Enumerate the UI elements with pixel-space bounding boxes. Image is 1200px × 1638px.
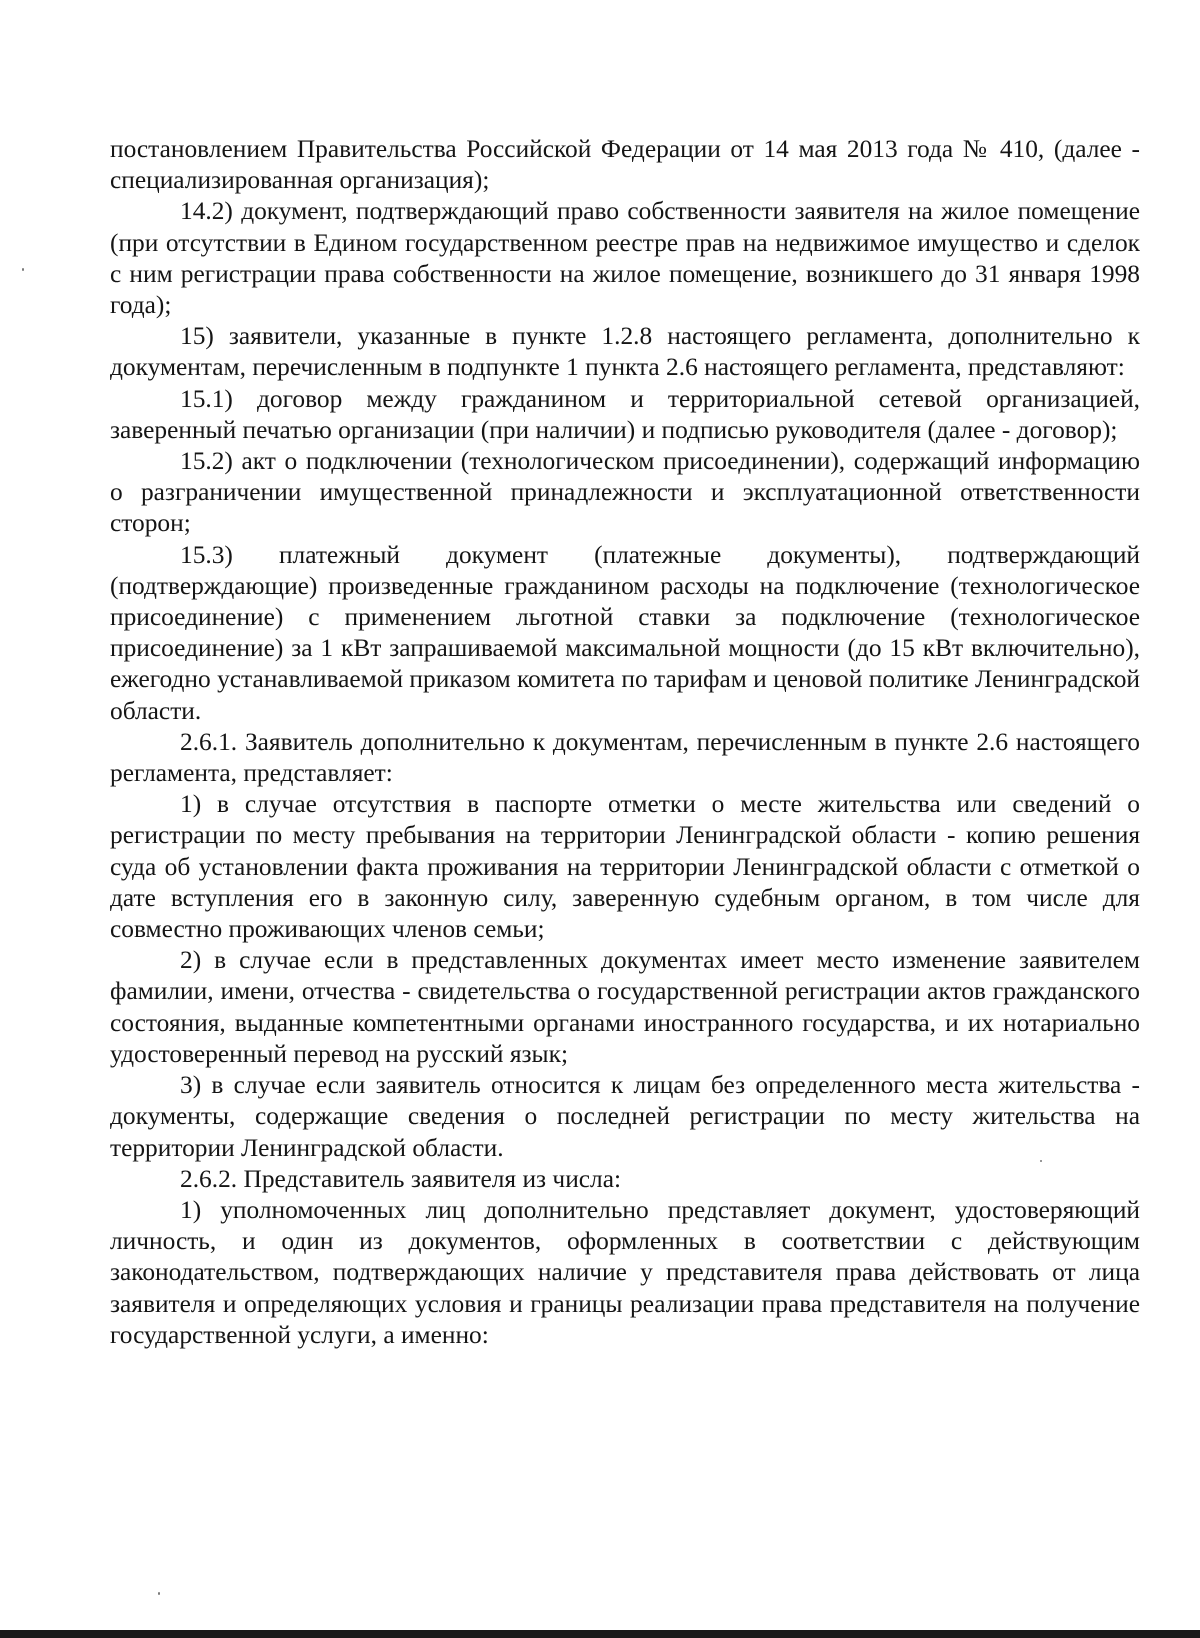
scan-edge	[0, 1630, 1200, 1638]
scan-speck	[158, 1592, 160, 1595]
paragraph-15-1: 15.1) договор между гражданином и территориальной сетевой организацией, заверенный печатью организации (при наличии) и подписью руководителя (далее - договор);	[110, 384, 1140, 444]
scan-speck	[1040, 1160, 1042, 1162]
document-body	[110, 134, 1140, 1351]
paragraph-2-6-1-item-3: 3) в случае если заявитель относится к лицам без определенного места жительства - документы, содержащие сведения о последней регистрации по месту жительства на территории Ленинградской области.	[110, 1071, 1140, 1162]
paragraph-15-3: 15.3) платежный документ (платежные документы), подтверждающий (подтверждающие) произведенные гражданином расходы на подключение (технологическое присоединение) с применением льготной ставки за подключение (технологическое присоединение) за 1 кВт запрашиваемой максимальной мощности (до 15 кВт включительно), ежегодно устанавливаемой приказом комитета по тарифам и ценовой политике Ленинградской области.	[110, 540, 1140, 725]
scan-speck	[22, 268, 24, 271]
paragraph-2-6-1: 2.6.1. Заявитель дополнительно к документам, перечисленным в пункте 2.6 настоящего регламента, представляет:	[110, 727, 1140, 788]
paragraph-2-6-1-item-1: 1) в случае отсутствия в паспорте отметки о месте жительства или сведений о регистрации по месту пребывания на территории Ленинградской области - копию решения суда об установлении факта проживания на территории Ленинградской области с отметкой о дате вступления его в законную силу, заверенную судебным органом, в том числе для совместно проживающих членов семьи;	[110, 790, 1140, 944]
paragraph-2-6-2-item-1: 1) уполномоченных лиц дополнительно представляет документ, удостоверяющий личность, и один из документов, оформленных в соответствии с действующим законодательством, подтверждающих наличие у представителя права действовать от лица заявителя и определяющих условия и границы реализации права представителя на получение государственной услуги, а именно:	[110, 1195, 1140, 1349]
paragraph-15-2: 15.2) акт о подключении (технологическом присоединении), содержащий информацию о разграничении имущественной принадлежности и эксплуатационной ответственности сторон;	[110, 447, 1140, 538]
paragraph-15: 15) заявители, указанные в пункте 1.2.8 настоящего регламента, дополнительно к документам, перечисленным в подпункте 1 пункта 2.6 настоящего регламента, представляют:	[110, 322, 1140, 382]
paragraph-continuation: постановлением Правительства Российской Федерации от 14 мая 2013 года № 410, (далее - специализированная организация);	[110, 135, 1140, 195]
paragraph-2-6-1-item-2: 2) в случае если в представленных документах имеет место изменение заявителем фамилии, имени, отчества - свидетельства о государственной регистрации актов гражданского состояния, выданные компетентными органами иностранного государства, и их нотариально удостоверенный перевод на русский язык;	[110, 946, 1140, 1068]
paragraph-2-6-2: 2.6.2. Представитель заявителя из числа:	[180, 1164, 622, 1193]
paragraph-14-2: 14.2) документ, подтверждающий право собственности заявителя на жилое помещение (при отсутствии в Едином государственном реестре прав на недвижимое имущество и сделок с ним регистрации права собственности на жилое помещение, возникшего до 31 января 1998 года);	[110, 197, 1140, 320]
